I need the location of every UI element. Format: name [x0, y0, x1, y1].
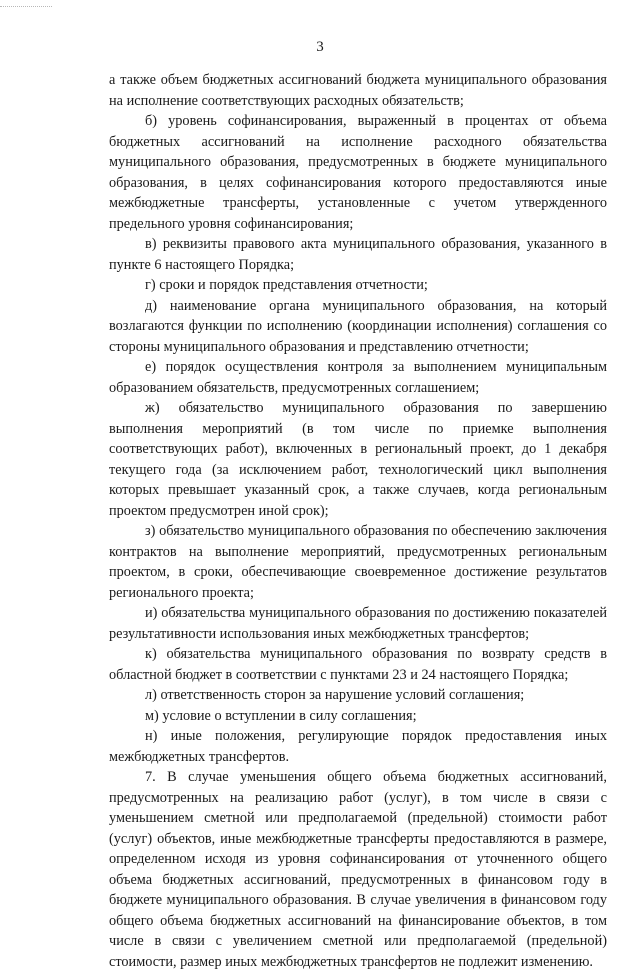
- paragraph-item-d: д) наименование органа муниципального образования, на который возлагаются функции по исполнению (координации исполнения) соглашения со стороны муниципального образования и представлению отчетности;: [109, 297, 607, 355]
- paragraph-item-l: л) ответственность сторон за нарушение условий соглашения;: [145, 687, 525, 703]
- scan-edge-mark: [0, 6, 52, 7]
- paragraph-item-zh: ж) обязательство муниципального образования по завершению выполнения мероприятий (в том числе по приемке выполнения соответствующих работ), включенных в региональный проект, до 1 декабря текущего года (за исключением работ, технологический цикл выполнения которых превышает указанный срок, а также случаев, когда региональным проектом предусмотрен иной срок);: [109, 400, 607, 519]
- document-body: [109, 70, 607, 972]
- page-number: 3: [316, 39, 324, 55]
- paragraph-continuation: а также объем бюджетных ассигнований бюджета муниципального образования на исполнение соответствующих расходных обязательств;: [109, 72, 607, 109]
- paragraph-item-m: м) условие о вступлении в силу соглашения;: [145, 707, 417, 724]
- paragraph-section-7: 7. В случае уменьшения общего объема бюджетных ассигнований, предусмотренных на реализацию работ (услуг), в том числе в связи с уменьшением сметной или предполагаемой (предельной) стоимости работ (услуг) объектов, иные межбюджетные трансферты предоставляются в размере, определенном исходя из уровня софинансирования от уточненного общего объема бюджетных ассигнований, предусмотренных в финансовом году в бюджете муниципального образования. В случае увеличения в финансовом году общего объема бюджетных ассигнований на финансирование объектов, в том числе в связи с увеличением сметной или предполагаемой (предельной) стоимости, размер иных межбюджетных трансфертов не подлежит изменению.: [109, 769, 607, 970]
- paragraph-item-e: е) порядок осуществления контроля за выполнением муниципальным образованием обязательств, предусмотренных соглашением;: [109, 359, 607, 396]
- paragraph-item-i: и) обязательства муниципального образования по достижению показателей результативности использования иных межбюджетных трансфертов;: [109, 605, 607, 642]
- paragraph-item-g: г) сроки и порядок представления отчетности;: [145, 277, 428, 293]
- paragraph-item-b: б) уровень софинансирования, выраженный в процентах от объема бюджетных ассигнований на исполнение расходного обязательства муниципального образования, предусмотренных в бюджете муниципального образования, в целях софинансирования которого предоставляются иные межбюджетные трансферты, установленные с учетом утвержденного предельного уровня софинансирования;: [109, 113, 607, 232]
- paragraph-item-v: в) реквизиты правового акта муниципального образования, указанного в пункте 6 настоящего Порядка;: [109, 236, 607, 273]
- paragraph-item-z: з) обязательство муниципального образования по обеспечению заключения контрактов на выполнение мероприятий, предусмотренных региональным проектом, в сроки, обеспечивающие своевременное достижение результатов регионального проекта;: [109, 523, 607, 601]
- paragraph-item-n: н) иные положения, регулирующие порядок предоставления иных межбюджетных трансфертов.: [109, 728, 607, 765]
- paragraph-item-k: к) обязательства муниципального образования по возврату средств в областной бюджет в соответствии с пунктами 23 и 24 настоящего Порядка;: [109, 646, 607, 683]
